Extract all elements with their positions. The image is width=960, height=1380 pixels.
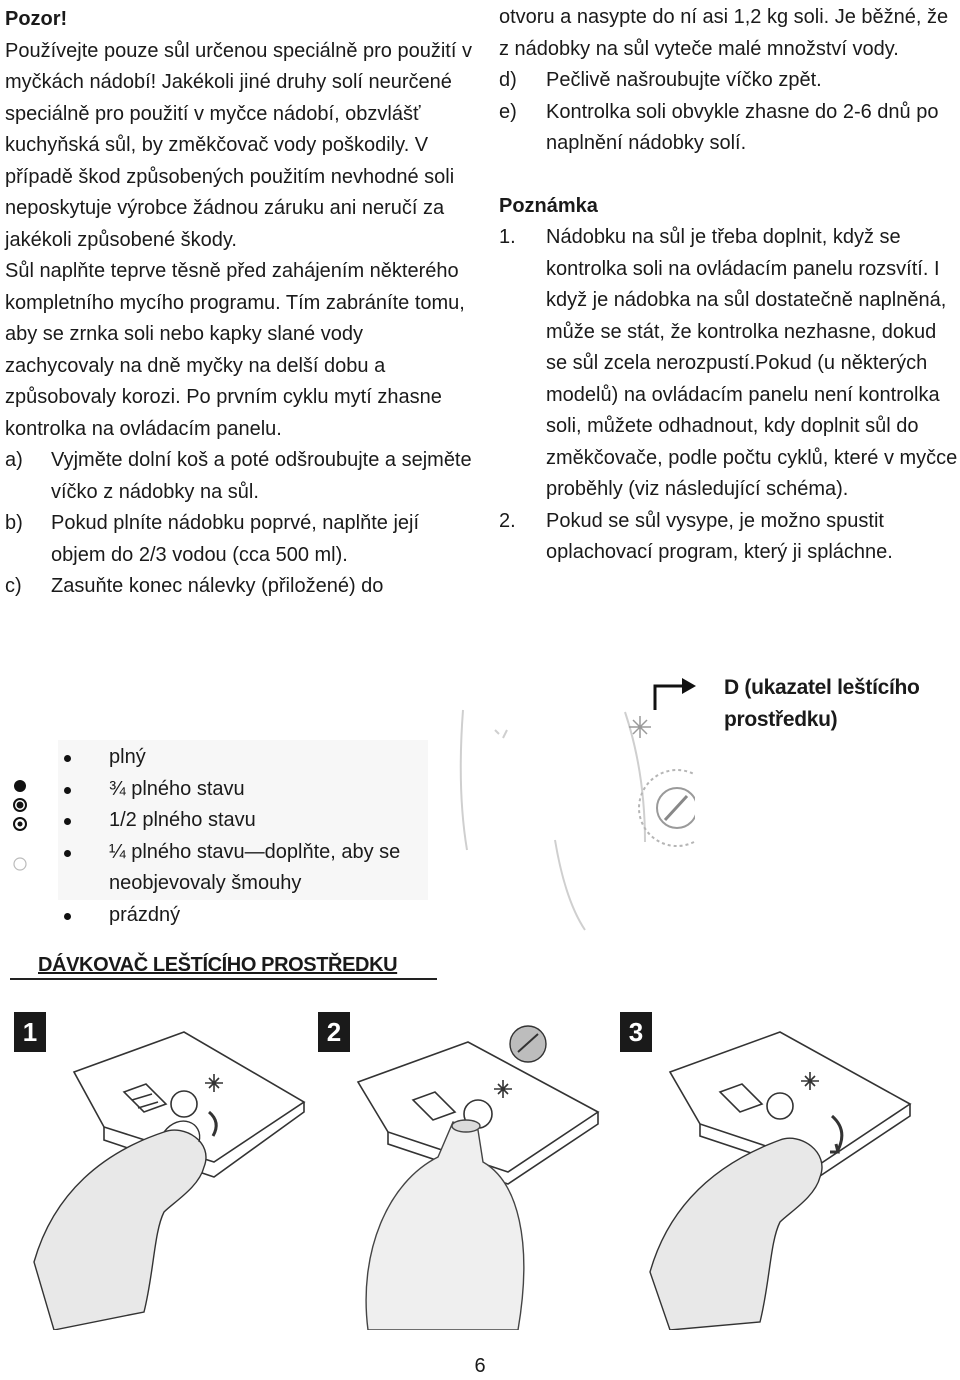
level-item [58, 837, 438, 900]
note-text: Nádobku na sůl je třeba doplnit, když se kontrolka soli na ovládacím panelu rozsvítí. I když je nádobka na sůl dostatečně naplněná, může se stát, že kontrolka nezhasne, dokud se sůl zcela nerozpustí.Pokud (u některých modelů) na ovládacím panelu není kontrolka soli, můžete odhadnout, kdy doplnit sůl do změkčovače, podle počtu cyklů, které v myčce proběhly (viz následující schéma). [546, 226, 958, 500]
step-number-badge: 2 [318, 1012, 350, 1052]
figure-step-2 [318, 1012, 618, 1330]
step-text: Vyjměte dolní koš a poté odšroubujte a sejměte víčko z nádobky na sůl. [51, 449, 472, 503]
cap-icon [510, 1026, 546, 1062]
note-item-1 [499, 222, 959, 506]
dispenser-hand-illustration [14, 1012, 314, 1330]
level-item [58, 900, 438, 932]
figure-step-3 [620, 1012, 920, 1330]
right-column [499, 2, 959, 569]
page-number: 6 [474, 1355, 486, 1377]
dispenser-drawing [455, 700, 695, 950]
dispenser-close-illustration [620, 1012, 920, 1330]
dial-icon [639, 770, 695, 846]
level-full-icon [14, 780, 26, 792]
note-marker: 2. [499, 509, 516, 532]
left-column [5, 4, 475, 603]
note-text: Pokud se sůl vysype, je možno spustit oplachovací program, který ji spláchne. [546, 509, 893, 563]
step-text: Pečlivě našroubujte víčko zpět. [546, 69, 822, 91]
level-empty-icon [14, 858, 26, 870]
warning-text: Používejte pouze sůl určenou speciálně pro použití v myčkách nádobí! Jakékoli jiné druhy solí neurčené speciálně pro použití v myčce nádobí, obzvlášť kuchyňská sůl, by změkčovač vody poškodily. V případě škod způsobených použitím nevhodné soli neposkytuje výrobce žádnou záruku ani neručí za jakékoli způsobené škody. [5, 39, 472, 251]
step-number-badge: 1 [14, 1012, 46, 1052]
level-label: plný [109, 746, 146, 768]
warning-title: Pozor! [5, 8, 68, 30]
level-item [58, 742, 438, 774]
level-indicator-icons [6, 776, 34, 876]
step-text: Kontrolka soli obvykle zhasne do 2-6 dnů po naplnění nádobky solí. [546, 100, 939, 154]
note-marker: 1. [499, 226, 516, 248]
step-marker: d) [499, 69, 517, 91]
step-item-d [499, 65, 959, 97]
level-label: ¼ plného stavu—doplňte, aby se neobjevovaly šmouhy [109, 840, 401, 894]
step-item-c [5, 571, 475, 603]
level-label: ¾ plného stavu [109, 777, 245, 800]
note-title: Poznámka [499, 194, 598, 217]
section-divider [10, 978, 437, 980]
step-marker: c) [5, 575, 22, 597]
step-marker: b) [5, 512, 23, 534]
fill-instructions: Sůl naplňte teprve těsně před zahájením některého kompletního mycího programu. Tím zabráníte tomu, aby se zrnka soli nebo kapky slané vody zachycovaly na dně myčky na delší dobu a způsobovaly korozi. Po prvním cyklu mytí zhasne kontrolka na ovládacím panelu. [5, 260, 465, 440]
rinse-aid-indicator-label: D (ukazatel leštícího prostředku) [724, 676, 920, 731]
level-label: prázdný [109, 903, 181, 926]
level-label: 1/2 plného stavu [109, 809, 256, 831]
step-number-badge: 3 [620, 1012, 652, 1052]
step-text: Pokud plníte nádobku poprvé, naplňte její objem do 2/3 vodou (cca 500 ml). [51, 512, 420, 566]
indicator-level-list [58, 742, 438, 931]
step-marker: a) [5, 449, 23, 471]
step-marker: e) [499, 100, 517, 123]
step-item-e [499, 97, 959, 160]
figure-step-1 [14, 1012, 314, 1330]
step-item-a [5, 445, 475, 508]
note-item-2 [499, 506, 959, 569]
level-item [58, 805, 438, 837]
continued-step-text: otvoru a nasypte do ní asi 1,2 kg soli. Je běžné, že z nádobky na sůl vyteče malé množství vody. [499, 6, 949, 60]
step-text: Zasuňte konec nálevky (přiložené) do [51, 575, 384, 597]
section-title: DÁVKOVAČ LEŠTÍCÍHO PROSTŘEDKU [38, 954, 398, 976]
dispenser-bottle-illustration [318, 1012, 618, 1330]
step-item-b [5, 508, 475, 571]
level-item [58, 774, 438, 806]
